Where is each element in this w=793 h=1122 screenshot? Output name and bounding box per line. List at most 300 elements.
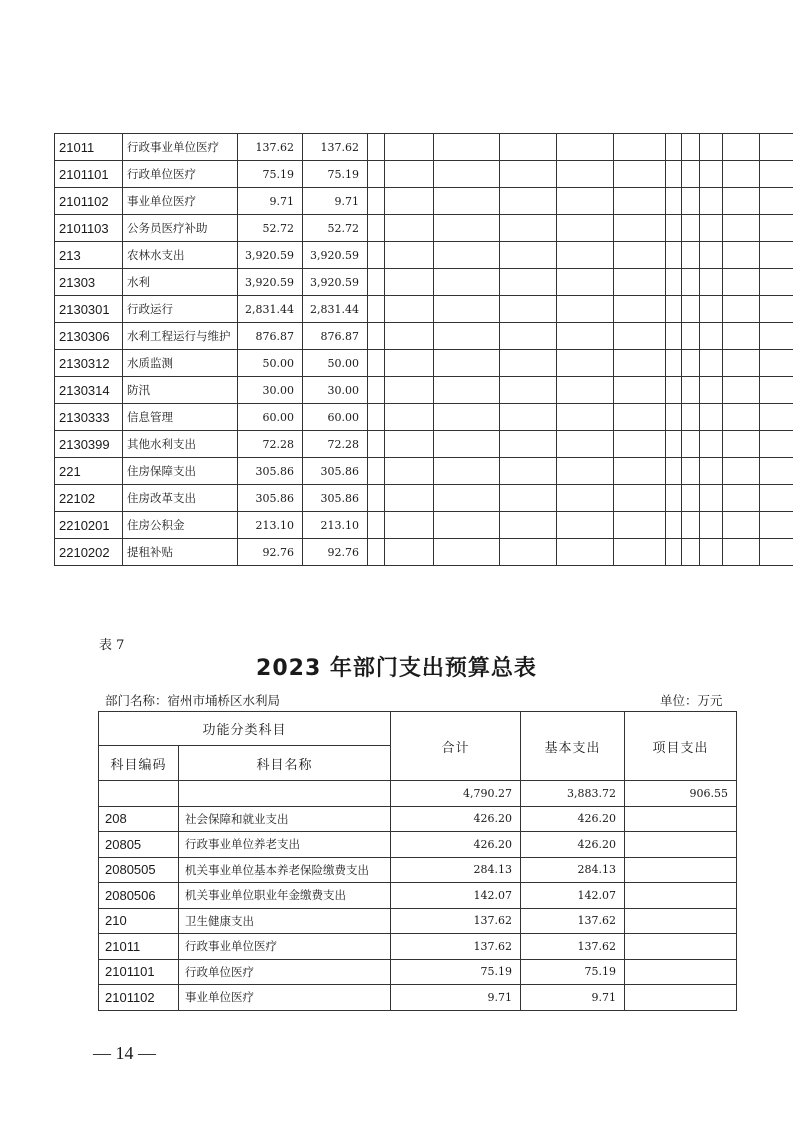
- empty-cell: [723, 377, 760, 404]
- expenditure-summary-table: [98, 711, 737, 1011]
- row-basic: 3,920.59: [303, 242, 368, 269]
- row-code: 208: [99, 806, 179, 832]
- row-project: [625, 959, 737, 985]
- table-row: [55, 458, 793, 485]
- empty-cell: [760, 404, 793, 431]
- empty-cell: [385, 431, 434, 458]
- empty-cell: [723, 269, 760, 296]
- row-name: 行政事业单位养老支出: [179, 832, 391, 858]
- row-basic: 426.20: [521, 806, 625, 832]
- empty-cell: [557, 485, 614, 512]
- empty-cell: [700, 431, 723, 458]
- empty-cell: [723, 512, 760, 539]
- empty-cell: [614, 404, 666, 431]
- empty-cell: [723, 161, 760, 188]
- empty-cell: [557, 296, 614, 323]
- empty-cell: [700, 134, 723, 161]
- row-total: 426.20: [391, 832, 521, 858]
- empty-cell: [682, 431, 700, 458]
- row-code: 21011: [99, 934, 179, 960]
- row-code: 2101103: [55, 215, 123, 242]
- row-basic: 142.07: [521, 883, 625, 909]
- row-basic: 50.00: [303, 350, 368, 377]
- page-title: 2023 年部门支出预算总表: [256, 656, 537, 681]
- empty-cell: [385, 485, 434, 512]
- empty-cell: [614, 323, 666, 350]
- empty-cell: [700, 161, 723, 188]
- empty-cell: [500, 134, 557, 161]
- empty-cell: [700, 458, 723, 485]
- row-name: 行政运行: [123, 296, 238, 323]
- row-name: 行政单位医疗: [179, 959, 391, 985]
- header-project: 项目支出: [625, 712, 737, 781]
- empty-cell: [500, 242, 557, 269]
- empty-cell: [723, 296, 760, 323]
- row-name: 提租补贴: [123, 539, 238, 566]
- empty-cell: [666, 161, 682, 188]
- row-total: 876.87: [238, 323, 303, 350]
- table-row: [55, 431, 793, 458]
- empty-cell: [700, 350, 723, 377]
- empty-cell: [700, 377, 723, 404]
- row-basic: 3,920.59: [303, 269, 368, 296]
- row-total: 50.00: [238, 350, 303, 377]
- row-name: 事业单位医疗: [179, 985, 391, 1011]
- row-basic: 92.76: [303, 539, 368, 566]
- empty-cell: [666, 431, 682, 458]
- row-basic: 284.13: [521, 857, 625, 883]
- empty-cell: [368, 377, 385, 404]
- row-total: 2,831.44: [238, 296, 303, 323]
- table-row: [99, 883, 737, 909]
- empty-cell: [434, 323, 500, 350]
- empty-cell: [385, 215, 434, 242]
- empty-cell: [760, 215, 793, 242]
- empty-cell: [500, 512, 557, 539]
- row-total: 60.00: [238, 404, 303, 431]
- empty-cell: [700, 404, 723, 431]
- empty-cell: [723, 242, 760, 269]
- row-basic: 9.71: [521, 985, 625, 1011]
- row-code: 2210201: [55, 512, 123, 539]
- empty-cell: [700, 269, 723, 296]
- empty-cell: [666, 269, 682, 296]
- empty-cell: [500, 161, 557, 188]
- empty-cell: [434, 161, 500, 188]
- empty-cell: [385, 296, 434, 323]
- empty-cell: [368, 404, 385, 431]
- row-basic: 72.28: [303, 431, 368, 458]
- empty-cell: [434, 539, 500, 566]
- row-name: 住房改革支出: [123, 485, 238, 512]
- empty-cell: [760, 134, 793, 161]
- empty-cell: [682, 458, 700, 485]
- row-code: 20805: [99, 832, 179, 858]
- empty-cell: [682, 485, 700, 512]
- empty-cell: [434, 431, 500, 458]
- row-total: 137.62: [391, 934, 521, 960]
- empty-cell: [434, 296, 500, 323]
- empty-cell: [723, 404, 760, 431]
- header-code: 科目编码: [99, 746, 179, 781]
- empty-cell: [614, 458, 666, 485]
- empty-cell: [723, 188, 760, 215]
- empty-cell: [700, 512, 723, 539]
- table-row: [55, 350, 793, 377]
- empty-cell: [760, 350, 793, 377]
- empty-cell: [666, 242, 682, 269]
- table-row: [99, 934, 737, 960]
- empty-cell: [434, 404, 500, 431]
- empty-cell: [666, 539, 682, 566]
- empty-cell: [368, 539, 385, 566]
- table-row: [99, 806, 737, 832]
- row-project: [625, 934, 737, 960]
- row-basic: 137.62: [303, 134, 368, 161]
- row-name: 行政单位医疗: [123, 161, 238, 188]
- empty-cell: [723, 539, 760, 566]
- row-code: 2130301: [55, 296, 123, 323]
- empty-cell: [385, 269, 434, 296]
- empty-cell: [557, 242, 614, 269]
- empty-cell: [368, 431, 385, 458]
- empty-cell: [614, 485, 666, 512]
- row-code: 2130306: [55, 323, 123, 350]
- empty-cell: [434, 269, 500, 296]
- table-row: [55, 242, 793, 269]
- row-code: 210: [99, 908, 179, 934]
- empty-cell: [434, 350, 500, 377]
- empty-cell: [723, 323, 760, 350]
- row-name: 社会保障和就业支出: [179, 806, 391, 832]
- row-total: 142.07: [391, 883, 521, 909]
- empty-cell: [557, 134, 614, 161]
- empty-cell: [500, 215, 557, 242]
- row-basic: 305.86: [303, 485, 368, 512]
- row-code: 2210202: [55, 539, 123, 566]
- row-project: 906.55: [625, 781, 737, 807]
- row-code: 2101102: [99, 985, 179, 1011]
- row-project: [625, 908, 737, 934]
- empty-cell: [368, 485, 385, 512]
- empty-cell: [368, 323, 385, 350]
- table-row: [55, 269, 793, 296]
- row-name: 事业单位医疗: [123, 188, 238, 215]
- empty-cell: [666, 485, 682, 512]
- row-total: 9.71: [238, 188, 303, 215]
- table-row: [99, 959, 737, 985]
- row-name: 水利工程运行与维护: [123, 323, 238, 350]
- row-code: 221: [55, 458, 123, 485]
- empty-cell: [557, 404, 614, 431]
- row-name: 公务员医疗补助: [123, 215, 238, 242]
- empty-cell: [760, 188, 793, 215]
- row-name: 信息管理: [123, 404, 238, 431]
- empty-cell: [368, 269, 385, 296]
- empty-cell: [434, 215, 500, 242]
- row-name: 卫生健康支出: [179, 908, 391, 934]
- empty-cell: [500, 323, 557, 350]
- empty-cell: [434, 485, 500, 512]
- table-row: [55, 161, 793, 188]
- row-total: 426.20: [391, 806, 521, 832]
- empty-cell: [385, 377, 434, 404]
- continued-budget-table: [54, 133, 793, 566]
- table-row: [55, 296, 793, 323]
- table-row: [55, 512, 793, 539]
- empty-cell: [385, 161, 434, 188]
- empty-cell: [368, 161, 385, 188]
- empty-cell: [557, 215, 614, 242]
- empty-cell: [434, 377, 500, 404]
- table-row: [55, 188, 793, 215]
- empty-cell: [682, 350, 700, 377]
- empty-cell: [682, 242, 700, 269]
- empty-cell: [666, 377, 682, 404]
- empty-cell: [723, 485, 760, 512]
- empty-cell: [682, 404, 700, 431]
- empty-cell: [385, 512, 434, 539]
- row-basic: 137.62: [521, 934, 625, 960]
- empty-cell: [700, 485, 723, 512]
- header-name: 科目名称: [179, 746, 391, 781]
- empty-cell: [434, 188, 500, 215]
- empty-cell: [557, 377, 614, 404]
- empty-cell: [682, 377, 700, 404]
- row-basic: 305.86: [303, 458, 368, 485]
- empty-cell: [385, 323, 434, 350]
- row-total: 137.62: [391, 908, 521, 934]
- empty-cell: [557, 350, 614, 377]
- empty-cell: [434, 512, 500, 539]
- row-total: 92.76: [238, 539, 303, 566]
- row-total: 305.86: [238, 458, 303, 485]
- row-total: 137.62: [238, 134, 303, 161]
- row-basic: 9.71: [303, 188, 368, 215]
- empty-cell: [760, 539, 793, 566]
- row-basic: 75.19: [521, 959, 625, 985]
- row-name: 防汛: [123, 377, 238, 404]
- empty-cell: [385, 134, 434, 161]
- empty-cell: [614, 269, 666, 296]
- empty-cell: [682, 161, 700, 188]
- empty-cell: [614, 161, 666, 188]
- empty-cell: [368, 242, 385, 269]
- empty-cell: [666, 512, 682, 539]
- row-code: [99, 781, 179, 807]
- empty-cell: [385, 404, 434, 431]
- row-basic: 876.87: [303, 323, 368, 350]
- empty-cell: [760, 242, 793, 269]
- empty-cell: [682, 512, 700, 539]
- row-name: 其他水利支出: [123, 431, 238, 458]
- empty-cell: [682, 215, 700, 242]
- empty-cell: [385, 539, 434, 566]
- empty-cell: [682, 269, 700, 296]
- empty-cell: [700, 323, 723, 350]
- empty-cell: [500, 377, 557, 404]
- empty-cell: [760, 296, 793, 323]
- row-name: 行政事业单位医疗: [179, 934, 391, 960]
- row-code: 21011: [55, 134, 123, 161]
- empty-cell: [723, 458, 760, 485]
- empty-cell: [614, 377, 666, 404]
- empty-cell: [682, 539, 700, 566]
- row-total: 3,920.59: [238, 242, 303, 269]
- empty-cell: [666, 458, 682, 485]
- empty-cell: [368, 134, 385, 161]
- row-code: 2130312: [55, 350, 123, 377]
- row-project: [625, 985, 737, 1011]
- empty-cell: [500, 269, 557, 296]
- empty-cell: [682, 323, 700, 350]
- empty-cell: [557, 458, 614, 485]
- row-total: 30.00: [238, 377, 303, 404]
- empty-cell: [557, 188, 614, 215]
- empty-cell: [760, 269, 793, 296]
- empty-cell: [368, 296, 385, 323]
- row-total: 284.13: [391, 857, 521, 883]
- empty-cell: [760, 323, 793, 350]
- empty-cell: [666, 134, 682, 161]
- empty-cell: [760, 458, 793, 485]
- header-func-class: 功能分类科目: [99, 712, 391, 746]
- empty-cell: [666, 350, 682, 377]
- page-number: — 14 —: [93, 1043, 156, 1063]
- row-basic: 60.00: [303, 404, 368, 431]
- row-code: 21303: [55, 269, 123, 296]
- empty-cell: [700, 539, 723, 566]
- table-row: [55, 377, 793, 404]
- empty-cell: [500, 485, 557, 512]
- empty-cell: [557, 323, 614, 350]
- empty-cell: [666, 188, 682, 215]
- table-row: [55, 134, 793, 161]
- empty-cell: [682, 188, 700, 215]
- empty-cell: [368, 512, 385, 539]
- empty-cell: [557, 269, 614, 296]
- empty-cell: [557, 431, 614, 458]
- empty-cell: [614, 188, 666, 215]
- row-name: 住房公积金: [123, 512, 238, 539]
- empty-cell: [500, 458, 557, 485]
- table-row: [99, 908, 737, 934]
- empty-cell: [666, 215, 682, 242]
- empty-cell: [368, 350, 385, 377]
- row-code: 2101101: [99, 959, 179, 985]
- empty-cell: [760, 377, 793, 404]
- empty-cell: [614, 215, 666, 242]
- empty-cell: [760, 485, 793, 512]
- table-row: [55, 323, 793, 350]
- table-row: [99, 832, 737, 858]
- empty-cell: [500, 296, 557, 323]
- row-project: [625, 883, 737, 909]
- empty-cell: [500, 539, 557, 566]
- empty-cell: [760, 431, 793, 458]
- empty-cell: [385, 188, 434, 215]
- table-row: [55, 485, 793, 512]
- row-basic: 426.20: [521, 832, 625, 858]
- empty-cell: [500, 431, 557, 458]
- table-label: 表 7: [99, 638, 125, 653]
- empty-cell: [434, 458, 500, 485]
- row-code: 2101102: [55, 188, 123, 215]
- empty-cell: [700, 215, 723, 242]
- row-code: 2130399: [55, 431, 123, 458]
- empty-cell: [614, 512, 666, 539]
- row-project: [625, 806, 737, 832]
- row-basic: 75.19: [303, 161, 368, 188]
- row-basic: 2,831.44: [303, 296, 368, 323]
- empty-cell: [614, 242, 666, 269]
- row-name: 住房保障支出: [123, 458, 238, 485]
- empty-cell: [700, 242, 723, 269]
- row-basic: 52.72: [303, 215, 368, 242]
- row-code: 2101101: [55, 161, 123, 188]
- row-code: 2080506: [99, 883, 179, 909]
- empty-cell: [557, 512, 614, 539]
- row-basic: 3,883.72: [521, 781, 625, 807]
- empty-cell: [723, 431, 760, 458]
- row-total: 305.86: [238, 485, 303, 512]
- row-name: 行政事业单位医疗: [123, 134, 238, 161]
- row-name: 农林水支出: [123, 242, 238, 269]
- row-total: 213.10: [238, 512, 303, 539]
- empty-cell: [760, 512, 793, 539]
- empty-cell: [434, 134, 500, 161]
- row-name: 机关事业单位基本养老保险缴费支出: [179, 857, 391, 883]
- row-name: 机关事业单位职业年金缴费支出: [179, 883, 391, 909]
- row-total: 72.28: [238, 431, 303, 458]
- empty-cell: [500, 350, 557, 377]
- table-row: [55, 404, 793, 431]
- empty-cell: [557, 161, 614, 188]
- empty-cell: [385, 458, 434, 485]
- empty-cell: [666, 296, 682, 323]
- empty-cell: [557, 539, 614, 566]
- unit-label: 单位：万元: [660, 693, 723, 708]
- empty-cell: [614, 134, 666, 161]
- row-name: [179, 781, 391, 807]
- row-code: 2130333: [55, 404, 123, 431]
- table-row: [99, 781, 737, 807]
- empty-cell: [614, 431, 666, 458]
- empty-cell: [368, 215, 385, 242]
- table-row: [55, 215, 793, 242]
- table-row: [99, 985, 737, 1011]
- row-code: 213: [55, 242, 123, 269]
- row-total: 4,790.27: [391, 781, 521, 807]
- row-total: 75.19: [391, 959, 521, 985]
- header-total: 合计: [391, 712, 521, 781]
- row-basic: 30.00: [303, 377, 368, 404]
- empty-cell: [500, 404, 557, 431]
- row-name: 水质监测: [123, 350, 238, 377]
- empty-cell: [682, 296, 700, 323]
- empty-cell: [666, 323, 682, 350]
- row-total: 9.71: [391, 985, 521, 1011]
- empty-cell: [723, 134, 760, 161]
- row-basic: 213.10: [303, 512, 368, 539]
- row-project: [625, 857, 737, 883]
- department-name: 部门名称：宿州市埇桥区水利局: [105, 693, 281, 708]
- empty-cell: [723, 350, 760, 377]
- row-total: 75.19: [238, 161, 303, 188]
- empty-cell: [700, 296, 723, 323]
- empty-cell: [385, 242, 434, 269]
- empty-cell: [614, 539, 666, 566]
